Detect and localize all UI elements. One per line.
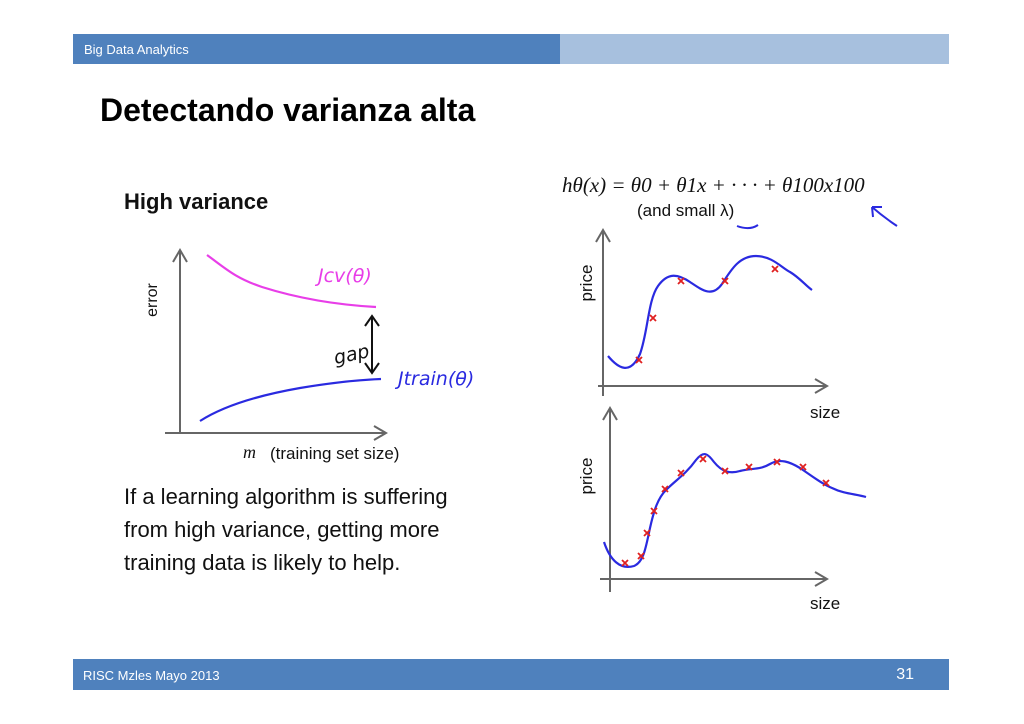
gap-label: gap [331, 340, 372, 370]
top-point [650, 315, 656, 321]
bottom-price-label: price [577, 457, 596, 495]
top-price-label: price [577, 264, 596, 302]
training-set-size-label: (training set size) [270, 444, 400, 463]
top-training-points [636, 266, 778, 363]
lambda-underline [737, 225, 758, 228]
top-size-label: size [810, 403, 841, 422]
jtrain-label: Jtrain(θ) [398, 368, 475, 390]
footer-bar [73, 659, 949, 690]
top-fit-curve [608, 256, 812, 368]
body-line-2: from high variance, getting more [124, 517, 440, 542]
bottom-point [700, 456, 706, 462]
bottom-point [622, 560, 628, 566]
bottom-size-label: size [810, 594, 841, 613]
bottom-fit-curve [604, 454, 866, 567]
jtrain-curve [200, 379, 381, 421]
jcv-label: Jcv(θ) [318, 265, 372, 287]
body-line-1: If a learning algorithm is suffering [124, 484, 448, 509]
hypothesis-formula: hθ(x) = θ0 + θ1x + · · · + θ100x100 [562, 173, 865, 197]
page-number: 31 [896, 666, 914, 683]
body-line-3: training data is likely to help. [124, 550, 401, 575]
course-title: Big Data Analytics [84, 42, 189, 57]
high-variance-heading: High variance [124, 189, 269, 214]
m-symbol: m [243, 442, 256, 462]
top-point [772, 266, 778, 272]
top-point [678, 278, 684, 284]
small-lambda-note: (and small λ) [637, 201, 735, 220]
footer-label: RISC Mzles Mayo 2013 [83, 668, 220, 683]
bottom-training-points [622, 456, 829, 566]
pointer-arrow-icon [872, 207, 897, 226]
slide-title: Detectando varianza alta [100, 92, 476, 128]
error-axis-label: error [144, 283, 161, 317]
